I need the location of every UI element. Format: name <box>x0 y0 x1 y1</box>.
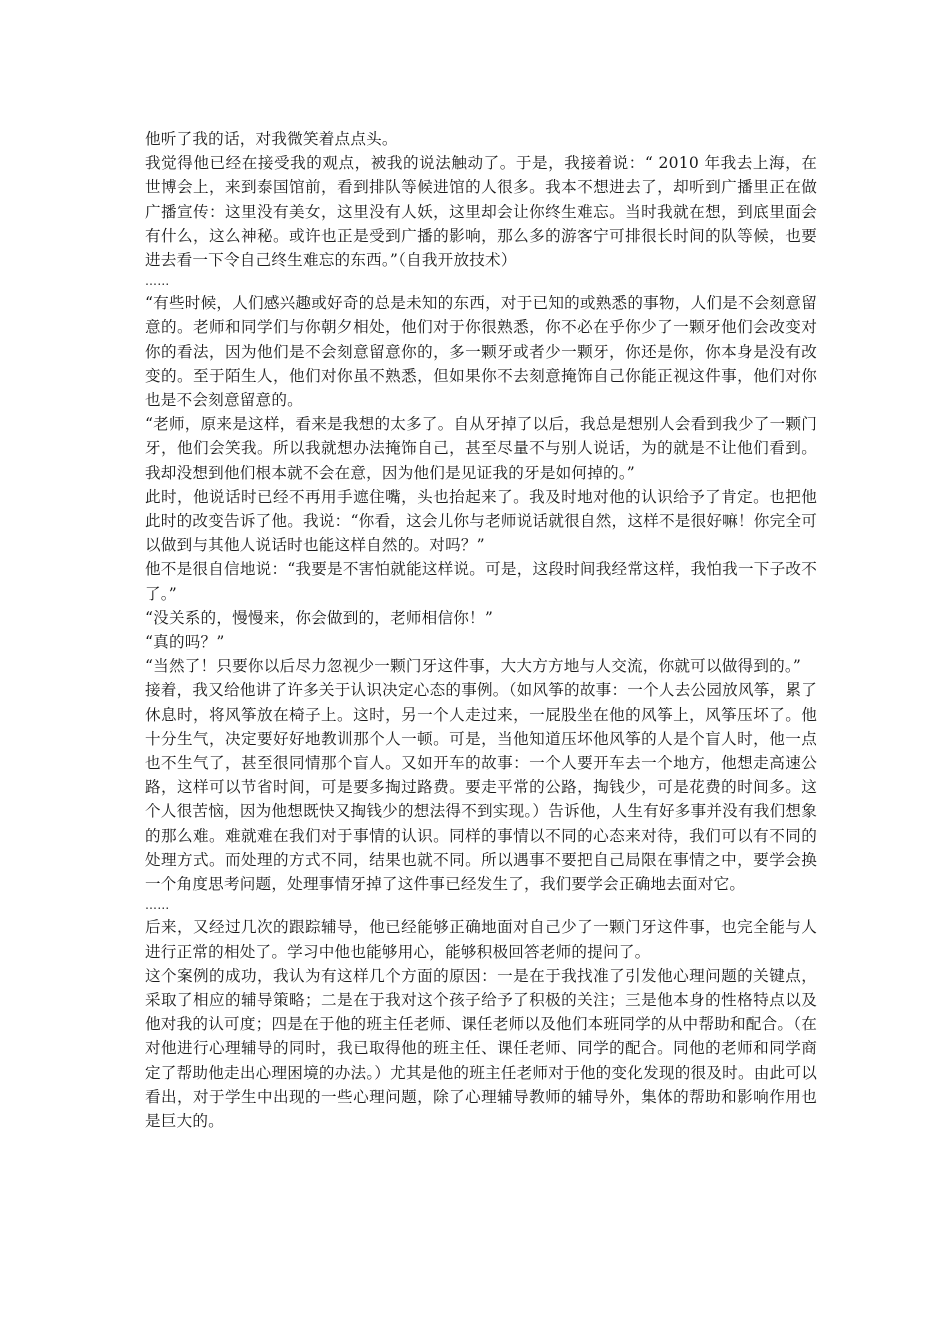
paragraph-7: “没关系的，慢慢来，你会做到的，老师相信你！” <box>145 608 494 627</box>
document-body <box>145 127 817 1133</box>
paragraph-12: 这个案例的成功，我认为有这样几个方面的原因：一是在于我找准了引发他心理问题的关键点，采取了相应的辅导策略；二是在于我对这个孩子给予了积极的关注；三是他本身的性格特点以及他对我的认可度；四是在于他的班主任老师、课任老师以及他们本班同学的从中帮助和配合。（在对他进行心理辅导的同时，我已取得他的班主任、课任老师、同学的配合。同他的老师和同学商定了帮助他走出心理困境的办法。）尤其是他的班主任老师对于他的变化发现的很及时。由此可以看出，对于学生中出现的一些心理问题，除了心理辅导教师的辅导外，集体的帮助和影响作用也是巨大的。 <box>145 966 817 1130</box>
paragraph-8: “真的吗？” <box>145 633 225 652</box>
ellipsis-separator-2: …… <box>145 898 170 913</box>
paragraph-1: 他听了我的话，对我微笑着点点头。 <box>145 130 398 148</box>
paragraph-5: 此时，他说话时已经不再用手遮住嘴，头也抬起来了。我及时地对他的认识给予了肯定。也把他此时的改变告诉了他。我说：“你看，这会儿你与老师说话就很自然，这样不是很好嘛！你完全可以做到与其他人说话时也能这样自然的。对吗？” <box>145 487 817 555</box>
ellipsis-separator-1: …… <box>145 274 170 289</box>
paragraph-6: 他不是很自信地说：“我要是不害怕就能这样说。可是，这段时间我经常这样，我怕我一下子改不了。” <box>145 560 817 603</box>
paragraph-9: “当然了！只要你以后尽力忽视少一颗门牙这件事，大大方方地与人交流，你就可以做得到的。” <box>145 657 802 676</box>
paragraph-4: “老师，原来是这样，看来是我想的太多了。自从牙掉了以后，我总是想别人会看到我少了一颗门牙，他们会笑我。所以我就想办法掩饰自己，甚至尽量不与别人说话，为的就是不让他们看到。我却没想到他们根本就不会在意，因为他们是见证我的牙是如何掉的。” <box>145 415 817 482</box>
paragraph-11: 后来，又经过几次的跟踪辅导，他已经能够正确地面对自己少了一颗门牙这件事，也完全能与人进行正常的相处了。学习中他也能够用心，能够积极回答老师的提问了。 <box>145 918 817 961</box>
paragraph-10: 接着，我又给他讲了许多关于认识决定心态的事例。（如风筝的故事：一个人去公园放风筝，累了休息时，将风筝放在椅子上。这时，另一个人走过来，一屁股坐在他的风筝上，风筝压坏了。他十分生气，决定要好好地教训那个人一顿。可是，当他知道压坏他风筝的人是个盲人时，他一点也不生气了，甚至很同情那个盲人。又如开车的故事：一个人要开车去一个地方，他想走高速公路，这样可以节省时间，可是要多掏过路费。要走平常的公路，掏钱少，可是花费的时间多。这个人很苦恼，因为他想既快又掏钱少的想法得不到实现。）告诉他，人生有好多事并没有我们想象的那么难。难就难在我们对于事情的认识。同样的事情以不同的心态来对待，我们可以有不同的处理方式。而处理的方式不同，结果也就不同。所以遇事不要把自己局限在事情之中，要学会换一个角度思考问题，处理事情牙掉了这件事已经发生了，我们要学会正确地去面对它。 <box>145 681 817 894</box>
paragraph-2: 我觉得他已经在接受我的观点，被我的说法触动了。于是，我接着说：“ 2010 年我去上海，在世博会上，来到泰国馆前，看到排队等候进馆的人很多。我本不想进去了，却听到广播里正在做广播宣传：这里没有美女，这里没有人妖，这里却会让你终生难忘。当时我就在想，到底里面会有什么，这么神秘。或许也正是受到广播的影响，那么多的游客宁可排很长时间的队等候，也要进去看一下令自己终生难忘的东西。”（自我开放技术） <box>145 154 817 270</box>
paragraph-3: “有些时候，人们感兴趣或好奇的总是未知的东西，对于已知的或熟悉的事物，人们是不会刻意留意的。老师和同学们与你朝夕相处，他们对于你很熟悉，你不必在乎你少了一颗牙他们会改变对你的看法，因为他们是不会刻意留意你的，多一颗牙或者少一颗牙，你还是你，你本身是没有改变的。至于陌生人，他们对你虽不熟悉，但如果你不去刻意掩饰自己你能正视这件事，他们对你也是不会刻意留意的。 <box>145 294 817 410</box>
